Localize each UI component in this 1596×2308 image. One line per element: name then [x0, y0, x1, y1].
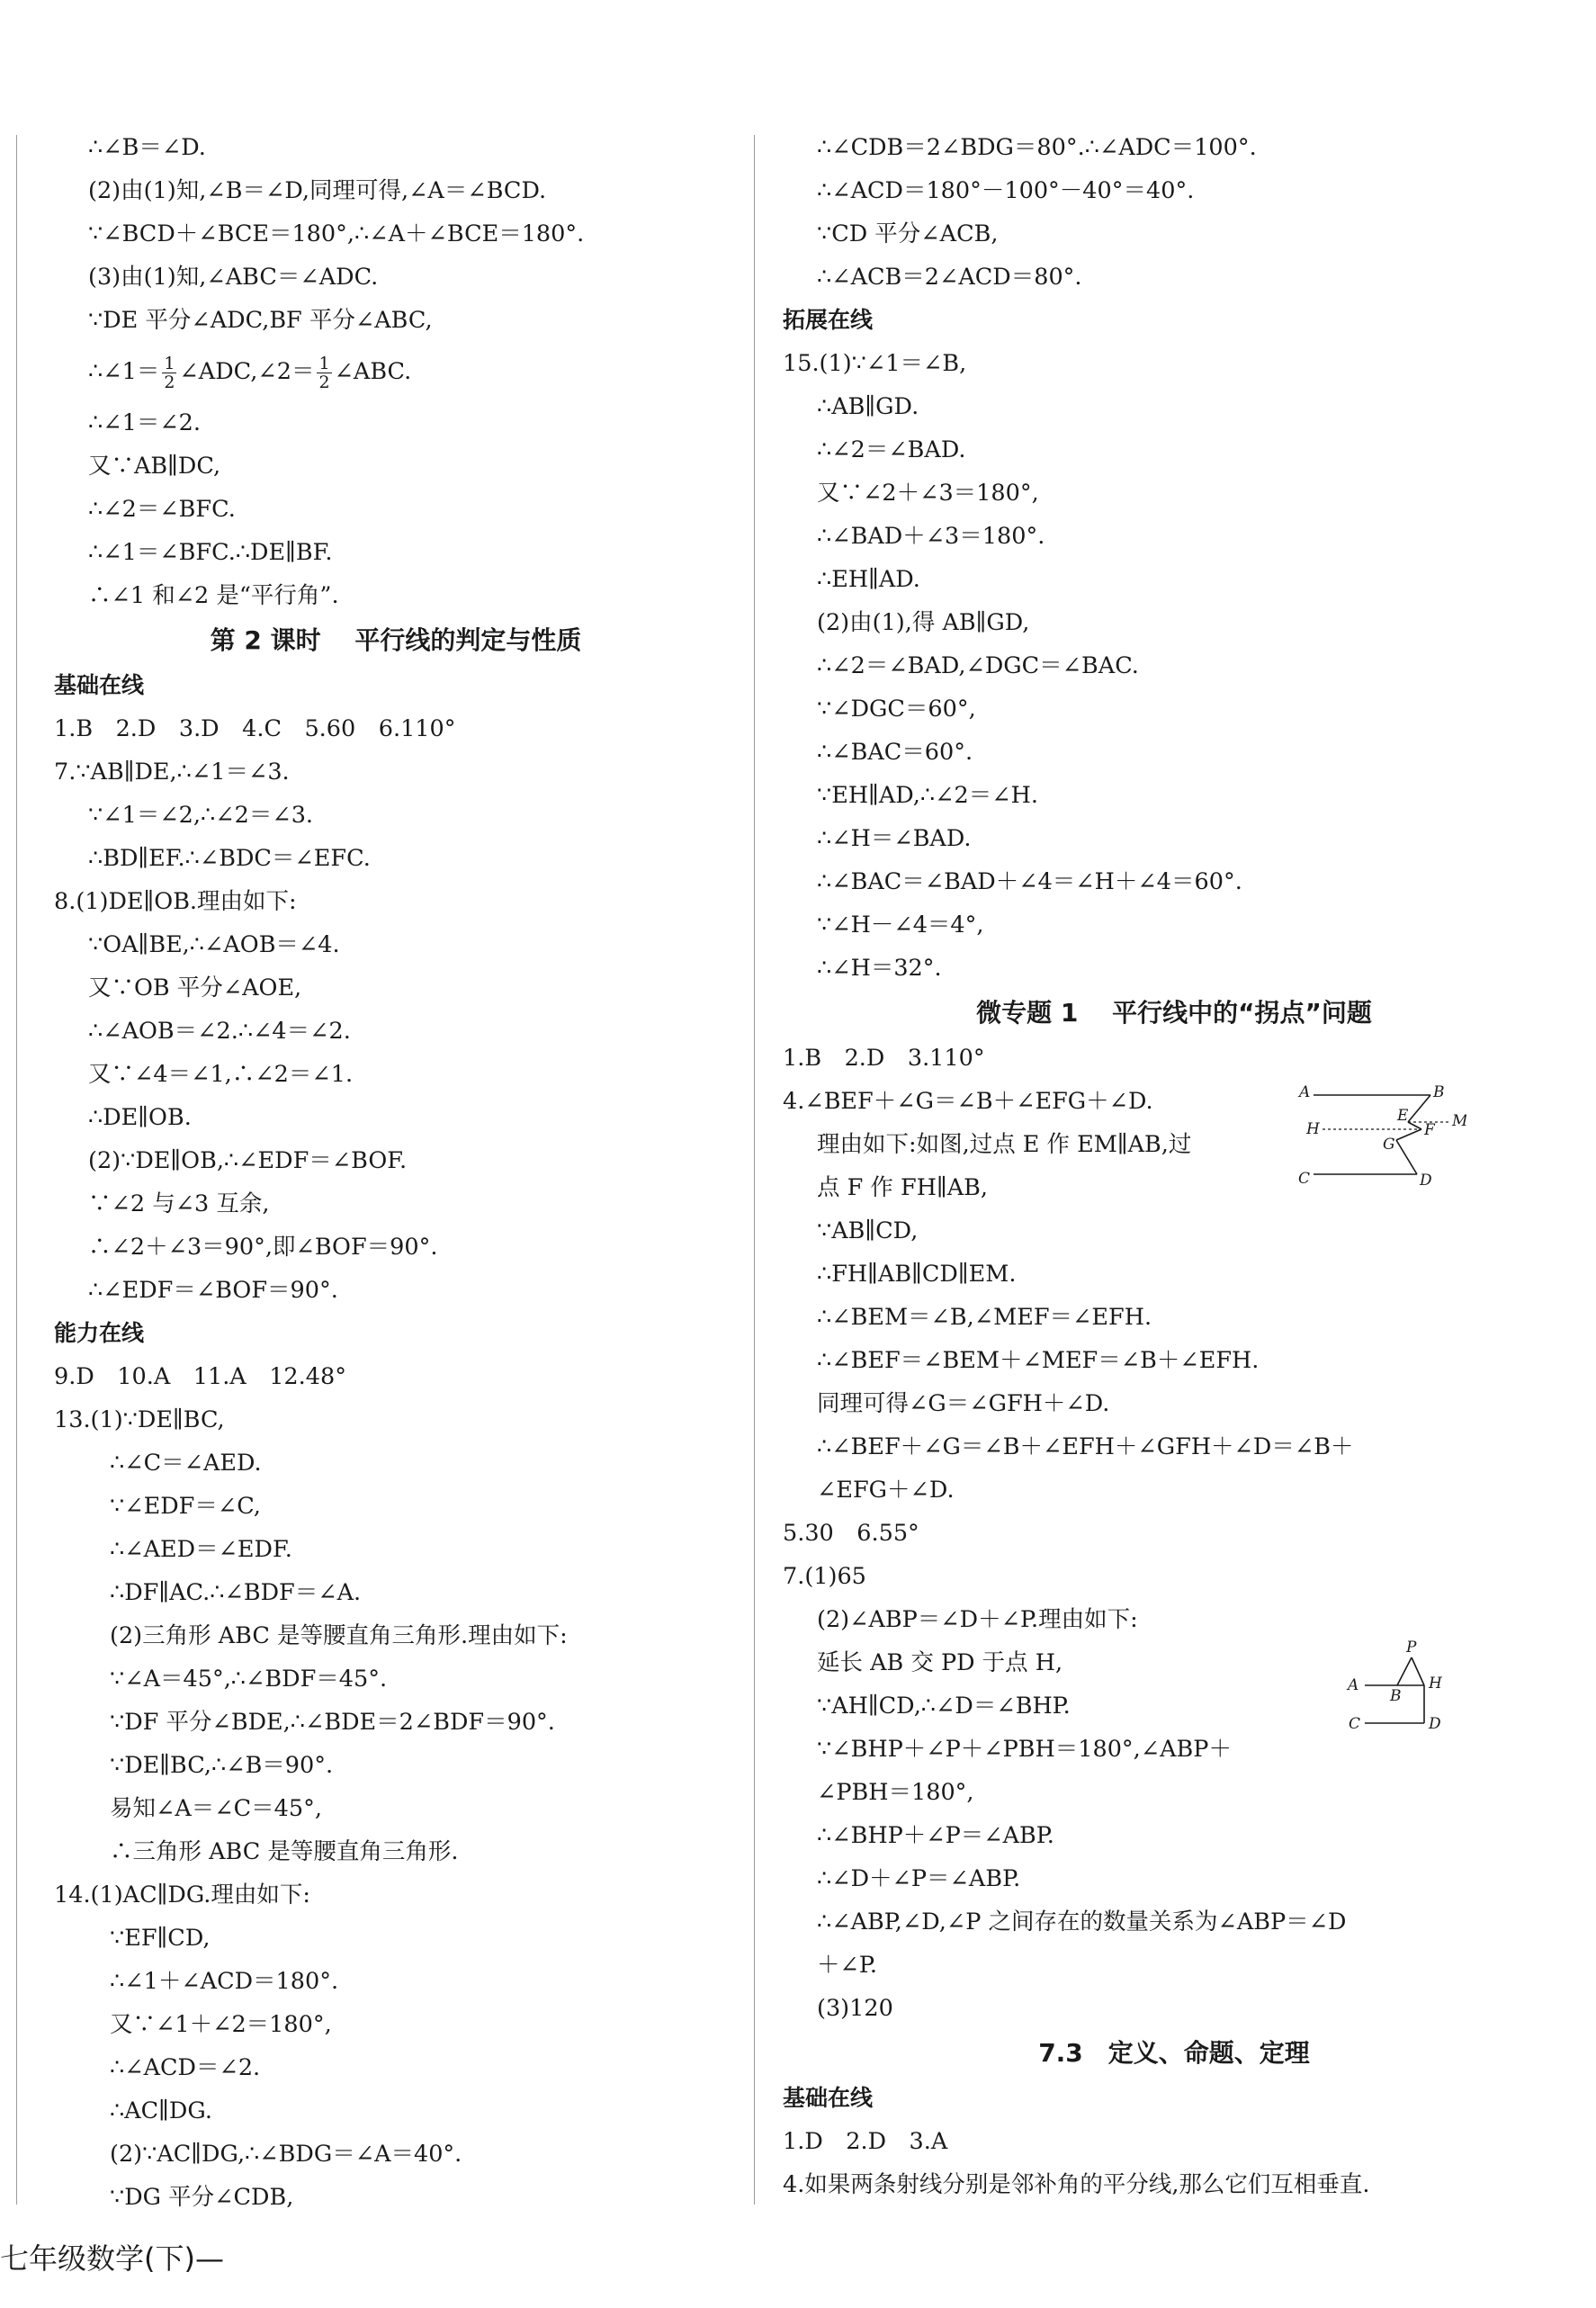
- text-line: ∴三角形 ABC 是等腰直角三角形.: [110, 1838, 459, 1865]
- text-line: ∴∠2＝∠BFC.: [88, 496, 236, 523]
- label-e: E: [1397, 1107, 1409, 1125]
- text-line: ∴∠BAC＝60°.: [817, 739, 973, 766]
- text-line: ∵DE 平分∠ADC,BF 平分∠ABC,: [88, 307, 433, 334]
- label-g: G: [1383, 1136, 1395, 1154]
- text-line: ∴∠1＝∠2.: [88, 409, 202, 436]
- text-line: ∴∠EDF＝∠BOF＝90°.: [88, 1277, 338, 1304]
- text-line: ∴∠B＝∠D.: [88, 134, 206, 161]
- text-line: ∵AB∥CD,: [817, 1217, 919, 1244]
- text-line: 4.∠BEF＋∠G＝∠B＋∠EFG＋∠D.: [783, 1088, 1153, 1115]
- text-line: 4.如果两条射线分别是邻补角的平分线,那么它们互相垂直.: [783, 2171, 1370, 2198]
- text-line: ∵∠H－∠4＝4°,: [817, 912, 984, 938]
- text-line: ∵AH∥CD,∴∠D＝∠BHP.: [817, 1693, 1071, 1720]
- text-line: (2)由(1)知,∠B＝∠D,同理可得,∠A＝∠BCD.: [88, 177, 547, 204]
- figure-parallel-bends-svg: [1296, 1075, 1466, 1201]
- text-line: 又∵∠1＋∠2＝180°,: [110, 2011, 332, 2038]
- section-heading: 拓展在线: [783, 307, 874, 333]
- text-line: ∴FH∥AB∥CD∥EM.: [817, 1261, 1017, 1288]
- column-divider: [754, 135, 755, 2205]
- text-line: (2)三角形 ABC 是等腰直角三角形.理由如下:: [110, 1622, 568, 1649]
- left-column: [54, 126, 738, 2219]
- text-line: (3)120: [817, 1995, 893, 2022]
- label-c: C: [1298, 1170, 1311, 1188]
- text-line: ∵∠2 与∠3 互余,: [88, 1190, 270, 1217]
- text-line: ∴∠D＋∠P＝∠ABP.: [817, 1865, 1021, 1892]
- text-segment: ∠ABC.: [334, 358, 412, 385]
- label-d: D: [1429, 1715, 1441, 1733]
- fraction-denominator: 2: [318, 372, 330, 392]
- text-line: ∵∠EDF＝∠C,: [110, 1493, 261, 1520]
- text-line: ∴∠ACD＝180°－100°－40°＝40°.: [817, 177, 1195, 204]
- text-line: ∴DF∥AC.∴∠BDF＝∠A.: [110, 1579, 362, 1606]
- text-line: ∴∠BEF＝∠BEM＋∠MEF＝∠B＋∠EFH.: [817, 1347, 1260, 1374]
- text-line: 14.(1)AC∥DG.理由如下:: [54, 1881, 310, 1908]
- text-line: 理由如下:如图,过点 E 作 EM∥AB,过: [817, 1131, 1192, 1158]
- section-title: 7.3 定义、命题、定理: [1038, 2038, 1310, 2068]
- fraction-one-half: [162, 355, 176, 391]
- text-line: ∵∠BCD＋∠BCE＝180°,∴∠A＋∠BCE＝180°.: [88, 220, 585, 247]
- label-a: A: [1348, 1676, 1359, 1694]
- text-line: ∴AB∥GD.: [817, 393, 919, 420]
- text-line: (3)由(1)知,∠ABC＝∠ADC.: [88, 264, 379, 291]
- text-segment: ∴∠1＝: [88, 358, 160, 385]
- text-line: 13.(1)∵DE∥BC,: [54, 1406, 225, 1433]
- segment-ef: [1408, 1122, 1421, 1129]
- section-title: 第 2 课时 平行线的判定与性质: [210, 625, 582, 655]
- text-line: ＋∠P.: [817, 1952, 877, 1979]
- text-line: 1.D 2.D 3.A: [783, 2128, 948, 2155]
- text-line: ∵CD 平分∠ACB,: [817, 220, 999, 247]
- text-line: ∴∠ACD＝∠2.: [110, 2054, 261, 2081]
- text-line: ∴∠H＝32°.: [817, 955, 942, 982]
- text-line: ∴∠2＋∠3＝90°,即∠BOF＝90°.: [88, 1234, 438, 1261]
- text-line: ∴∠ABP,∠D,∠P 之间存在的数量关系为∠ABP＝∠D: [817, 1908, 1347, 1935]
- segment-gd: [1396, 1140, 1417, 1174]
- text-line: ∵DE∥BC,∴∠B＝90°.: [110, 1752, 334, 1779]
- label-a: A: [1299, 1083, 1311, 1101]
- section-heading: 基础在线: [783, 2085, 874, 2111]
- text-line: 9.D 10.A 11.A 12.48°: [54, 1363, 346, 1390]
- text-line: ∴BD∥EF.∴∠BDC＝∠EFC.: [88, 845, 371, 872]
- text-line: 7.∵AB∥DE,∴∠1＝∠3.: [54, 759, 290, 786]
- section-heading: 基础在线: [54, 672, 145, 698]
- text-line: ∵∠BHP＋∠P＋∠PBH＝180°,∠ABP＋: [817, 1736, 1232, 1763]
- text-line: (2)∵DE∥OB,∴∠EDF＝∠BOF.: [88, 1147, 408, 1174]
- label-h: H: [1306, 1120, 1320, 1138]
- text-line: ∵∠DGC＝60°,: [817, 696, 976, 723]
- text-line: ∴∠BHP＋∠P＝∠ABP.: [817, 1822, 1054, 1849]
- section-title: 微专题 1 平行线中的“拐点”问题: [976, 998, 1372, 1028]
- text-line: 又∵OB 平分∠AOE,: [88, 974, 302, 1001]
- text-line: ∴∠H＝∠BAD.: [817, 825, 972, 852]
- figure-problem-7-svg: [1345, 1638, 1462, 1746]
- text-line: ∴∠AOB＝∠2.∴∠4＝∠2.: [88, 1018, 351, 1045]
- text-line: ∵∠A＝45°,∴∠BDF＝45°.: [110, 1666, 388, 1693]
- label-f: F: [1424, 1121, 1435, 1139]
- text-line: ∴∠2＝∠BAD.: [817, 436, 966, 463]
- text-line: ∴∠2＝∠BAD,∠DGC＝∠BAC.: [817, 652, 1139, 679]
- text-line: (2)∵AC∥DG,∴∠BDG＝∠A＝40°.: [110, 2141, 462, 2168]
- text-line: 7.(1)65: [783, 1563, 866, 1590]
- text-line: 同理可得∠G＝∠GFH＋∠D.: [817, 1390, 1110, 1417]
- text-line: ∴∠BEF＋∠G＝∠B＋∠EFH＋∠GFH＋∠D＝∠B＋: [817, 1433, 1354, 1460]
- label-b: B: [1390, 1687, 1402, 1705]
- text-line: 1.B 2.D 3.110°: [783, 1045, 985, 1072]
- text-line: ∵∠1＝∠2,∴∠2＝∠3.: [88, 802, 314, 829]
- text-line: ∵EF∥CD,: [110, 1925, 211, 1952]
- text-line: ∠PBH＝180°,: [817, 1779, 974, 1806]
- text-line: 延长 AB 交 PD 于点 H,: [817, 1649, 1063, 1676]
- text-line: ∴∠ACB＝2∠ACD＝80°.: [817, 264, 1082, 291]
- text-line: ∴EH∥AD.: [817, 566, 920, 593]
- text-segment: ∠ADC,∠2＝: [179, 358, 315, 385]
- label-h: H: [1429, 1675, 1442, 1693]
- segment-ph: [1412, 1657, 1424, 1685]
- text-line: 又∵∠2＋∠3＝180°,: [817, 480, 1039, 507]
- text-line: ∴∠BAD＋∠3＝180°.: [817, 523, 1045, 550]
- fraction-numerator: 1: [164, 353, 175, 373]
- text-line: (2)由(1),得 AB∥GD,: [817, 609, 1030, 636]
- text-line: 点 F 作 FH∥AB,: [817, 1174, 988, 1201]
- text-line: ∴∠C＝∠AED.: [110, 1450, 262, 1477]
- fraction-one-half: [317, 355, 331, 391]
- fraction-denominator: 2: [164, 372, 175, 392]
- figure-problem-7: [1345, 1638, 1462, 1749]
- label-m: M: [1452, 1112, 1466, 1130]
- label-b: B: [1433, 1083, 1445, 1101]
- text-line: 15.(1)∵∠1＝∠B,: [783, 350, 967, 377]
- label-c: C: [1349, 1715, 1361, 1733]
- fraction-line: [54, 342, 738, 401]
- figure-parallel-bends: [1296, 1075, 1466, 1205]
- label-d: D: [1420, 1172, 1432, 1190]
- page-footer: 七年级数学(下)—: [0, 2241, 224, 2276]
- text-line: 5.30 6.55°: [783, 1520, 919, 1547]
- text-line: 易知∠A＝∠C＝45°,: [110, 1795, 322, 1822]
- section-heading: 能力在线: [54, 1320, 145, 1346]
- text-line: ∴∠BAC＝∠BAD＋∠4＝∠H＋∠4＝60°.: [817, 868, 1242, 895]
- text-line: ∴∠1＋∠ACD＝180°.: [110, 1968, 339, 1995]
- text-line: ∴∠1＝∠BFC.∴DE∥BF.: [88, 539, 333, 566]
- text-line: ∵DG 平分∠CDB,: [110, 2184, 294, 2211]
- text-line: 1.B 2.D 3.D 4.C 5.60 6.110°: [54, 715, 456, 742]
- text-line: ∵EH∥AD,∴∠2＝∠H.: [817, 782, 1038, 809]
- text-line: ∴∠BEM＝∠B,∠MEF＝∠EFH.: [817, 1304, 1152, 1331]
- segment-be: [1408, 1095, 1430, 1122]
- segment-bp: [1397, 1657, 1412, 1685]
- segment-fg: [1396, 1129, 1421, 1140]
- text-line: ∠EFG＋∠D.: [817, 1477, 955, 1504]
- label-p: P: [1406, 1639, 1417, 1657]
- text-line: ∵DF 平分∠BDE,∴∠BDE＝2∠BDF＝90°.: [110, 1709, 555, 1736]
- text-line: ∴∠AED＝∠EDF.: [110, 1536, 292, 1563]
- text-line: ∴AC∥DG.: [110, 2097, 212, 2124]
- text-line: (2)∠ABP＝∠D＋∠P.理由如下:: [817, 1606, 1138, 1633]
- text-line: 又∵∠4＝∠1,∴∠2＝∠1.: [88, 1061, 354, 1088]
- text-line: 8.(1)DE∥OB.理由如下:: [54, 888, 297, 915]
- left-margin-rule: [16, 135, 17, 2205]
- text-line: ∴DE∥OB.: [88, 1104, 192, 1131]
- text-line: ∴∠1 和∠2 是“平行角”.: [88, 582, 339, 609]
- text-line: ∴∠CDB＝2∠BDG＝80°.∴∠ADC＝100°.: [817, 134, 1257, 161]
- fraction-numerator: 1: [318, 353, 330, 373]
- text-line: ∵OA∥BE,∴∠AOB＝∠4.: [88, 931, 340, 958]
- text-line: 又∵AB∥DC,: [88, 453, 221, 480]
